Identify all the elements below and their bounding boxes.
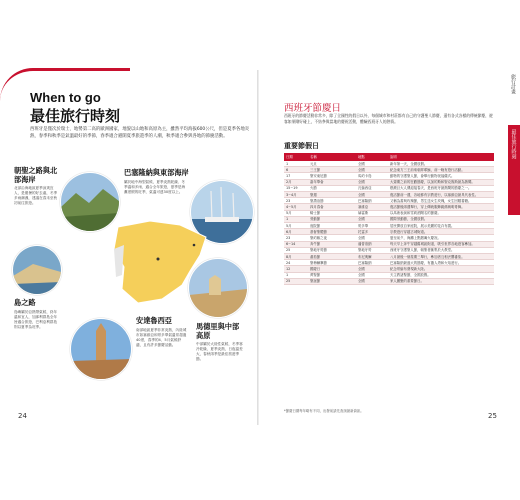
cell-desc: 巴塞隆納最盛大的節慶，有疊人塔和火焰遊行。	[388, 260, 494, 266]
cell-desc: 每天早上奔牛穿越舊城區街道，吸引世界各地遊客參加。	[388, 241, 494, 247]
cell-date: 1	[284, 272, 308, 278]
cell-desc: 紀念哥倫布發現新大陸。	[388, 266, 494, 272]
cell-desc: 復活節後兩週舉行，穿上傳統服飾跳佛朗明哥舞。	[388, 204, 494, 210]
side-tab	[508, 70, 520, 220]
cell-desc: 動物的守護聖人節，會舉行動物祝福儀式。	[388, 173, 494, 179]
cell-desc: 家人團聚的重要節日。	[388, 278, 494, 284]
cell-name: 聖週	[308, 192, 356, 198]
cell-date: 6~14	[284, 241, 308, 247]
cell-place: 全國	[356, 192, 388, 198]
cell-desc: 新年第一天，全國放假。	[388, 161, 494, 167]
cell-name: 基督聖體節	[308, 229, 356, 235]
cell-place: 馬約卡島	[356, 173, 388, 179]
table-header-row	[284, 153, 494, 161]
cell-desc: 大齋期之前的狂歡節慶，以加的斯和聖克魯斯最為熱鬧。	[388, 179, 494, 185]
region-title-islands: 島之路	[14, 298, 36, 307]
region-text-andalusia: 南部地區夏季非常炎熱，內陸城市如塞維亞和哥多華氣溫常超過40度，春季的4、5月氣候舒適，且有許多節慶活動。	[136, 328, 187, 347]
cell-name: 元旦	[308, 161, 356, 167]
col-place: 地點	[356, 153, 388, 161]
cell-name: 聖地牙哥節	[308, 247, 356, 253]
region-title-north: 朝聖之路與北部海岸	[14, 166, 58, 184]
cell-place: 全國	[356, 235, 388, 241]
region-text-barcelona: 屬於地中海型氣候，夏季炎熱乾燥、冬季溫和多雨，適合全年旅遊，夏季是海灘度假的旺季，氣溫可達30度以上。	[124, 180, 186, 194]
region-title-madrid: 馬德里與中部高原	[196, 322, 240, 340]
page-fold	[257, 70, 259, 425]
cell-date: 2月	[284, 179, 308, 185]
holidays-subtitle: 重要節假日	[284, 142, 319, 150]
cell-place: 赫雷斯	[356, 210, 388, 216]
region-title-andalusia: 安達魯西亞	[136, 316, 172, 325]
cell-date: 23	[284, 235, 308, 241]
cell-name: 番茄節	[308, 254, 356, 260]
cell-name: 聖梅爾賽節	[308, 260, 356, 266]
cell-place: 全國	[356, 278, 388, 284]
cell-place: 托雷多	[356, 229, 388, 235]
cell-name: 火節	[308, 185, 356, 191]
cell-name: 三王節	[308, 167, 356, 173]
cell-place: 潘普洛納	[356, 241, 388, 247]
region-text-north: 北部沿海地區夏季涼爽宜人，是避暑的好去處，冬季多雨潮濕，建議在春末至秋初前往旅遊。	[14, 186, 58, 205]
cell-desc: 紀念東方三王前來朝拜耶穌，前一晚有遊行活動。	[388, 167, 494, 173]
spain-map	[110, 215, 215, 315]
cell-date: 12	[284, 266, 308, 272]
cell-desc: 復活節前一週，各地都有宗教遊行，以塞維亞最具代表性。	[388, 192, 494, 198]
cell-name: 騎士節	[308, 210, 356, 216]
heading-zh: 最佳旅行時刻	[30, 107, 121, 125]
cell-name: 聖安東尼節	[308, 173, 356, 179]
cell-name: 國慶日	[308, 266, 356, 272]
page-number-left: 24	[18, 412, 27, 420]
table-row	[284, 278, 494, 284]
cell-place: 全國	[356, 216, 388, 222]
andalusia-photo	[70, 318, 132, 380]
islands-photo	[12, 245, 62, 295]
cell-date: 1	[284, 161, 308, 167]
cell-place: 全國	[356, 179, 388, 185]
cell-place: 聖地牙哥	[356, 247, 388, 253]
cell-place: 全國	[356, 266, 388, 272]
cell-date: 15~19	[284, 185, 308, 191]
cell-date: 4~5月	[284, 204, 308, 210]
col-date: 日期	[284, 153, 308, 161]
cell-date: 5月	[284, 223, 308, 229]
cell-desc: 天主教諸聖節，全國放假。	[388, 272, 494, 278]
cell-place: 巴塞隆納	[356, 260, 388, 266]
festival-table	[284, 153, 494, 285]
cell-date: 25	[284, 247, 308, 253]
cell-name: 萬聖節	[308, 272, 356, 278]
cell-name: 聖約翰之夜	[308, 235, 356, 241]
intro-text: 西班牙是僅次於瑞士，地勢第二高的歐洲國家，地貌以山地和高原為主，雖然平均海拔600公尺，但是夏季各地炎熱，春季和秋季是氣溫最好的季節，春季適合避開夏季旅遊季的人潮，秋季適合參與各地的節慶活動。	[30, 127, 250, 139]
col-name: 名稱	[308, 153, 356, 161]
region-text-madrid: 中部屬於大陸性氣候，冬季寒冷乾燥，夏季炎熱，日夜溫差大，春秋兩季是最佳旅遊季節。	[196, 342, 243, 361]
heading-en: When to go	[30, 90, 101, 105]
cell-place: 哥多華	[356, 223, 388, 229]
cell-date: 8月	[284, 254, 308, 260]
cell-place: 全國	[356, 272, 388, 278]
cell-date: 6	[284, 167, 308, 173]
cell-desc: 西班牙守護聖人節，朝聖者匯集於大教堂。	[388, 247, 494, 253]
cell-place: 塞維亞	[356, 204, 388, 210]
cell-desc: 夏至前夕，海灘上點燃篝火慶祝。	[388, 235, 494, 241]
side-tab-chapter	[508, 125, 520, 215]
cell-place: 布尼奧爾	[356, 254, 388, 260]
cell-name: 奔牛節	[308, 241, 356, 247]
region-title-barcelona: 巴塞隆納與東部海岸	[124, 168, 189, 177]
cell-date: 5月	[284, 210, 308, 216]
cell-name: 勞動節	[308, 216, 356, 222]
cell-date: 1	[284, 216, 308, 222]
cell-date: 3~4月	[284, 192, 308, 198]
cell-place: 全國	[356, 167, 388, 173]
cell-place: 巴塞隆納	[356, 198, 388, 204]
cell-desc: 又稱為書與玫瑰節，男生送女生玫瑰，女生回贈書籍。	[388, 198, 494, 204]
cell-date: 17	[284, 173, 308, 179]
cell-date: 24	[284, 260, 308, 266]
cell-name: 嘉年華會	[308, 179, 356, 185]
cell-place: 全國	[356, 161, 388, 167]
side-tab-section: 旅行計畫	[510, 74, 516, 94]
cell-name: 聖誕節	[308, 278, 356, 284]
cell-date: 23	[284, 198, 308, 204]
cell-desc: 居民開放自家庭院，展示美麗的花卉布置。	[388, 223, 494, 229]
footnote: *節慶日期每年略有不同，出發前請先查詢最新資訊。	[284, 409, 364, 413]
cell-name: 四月春會	[308, 204, 356, 210]
cell-desc: 八月最後一個星期三舉行，參加者互相丟擲番茄。	[388, 254, 494, 260]
festivals-title: 西班牙節慶日	[284, 103, 342, 114]
side-tab-chapter-label: 最佳旅行時刻	[510, 129, 517, 159]
cell-date: 6月	[284, 229, 308, 235]
cell-desc: 以馬術表演和雪莉酒聞名的節慶。	[388, 210, 494, 216]
cell-place: 瓦倫西亞	[356, 185, 388, 191]
cell-date: 25	[284, 278, 308, 284]
col-desc: 說明	[388, 153, 494, 161]
cell-name: 庭院節	[308, 223, 356, 229]
cell-desc: 燃燒巨大人偶迎接春天，是西班牙最熱鬧的節慶之一。	[388, 185, 494, 191]
cell-desc: 宗教遊行穿越古城街道。	[388, 229, 494, 235]
festivals-intro: 西班牙的節慶活動非常多，除了全國性的假日以外，每個城市和村莊都有自己的守護聖人節慶，還有各式各樣的傳統節慶，遊客如果剛好碰上，不妨參與當地的慶祝活動，體驗西班牙人的熱情。	[284, 113, 493, 124]
map-shape	[114, 221, 206, 303]
region-text-islands: 島嶼屬於亞熱帶氣候，終年溫和宜人，加那利群島全年皆適合旅遊，巴利亞利群島則以夏季為旺季。	[14, 310, 58, 329]
cell-desc: 國際勞動節，全國放假。	[388, 216, 494, 222]
cell-name: 聖喬治節	[308, 198, 356, 204]
page-number-right: 25	[488, 412, 497, 420]
